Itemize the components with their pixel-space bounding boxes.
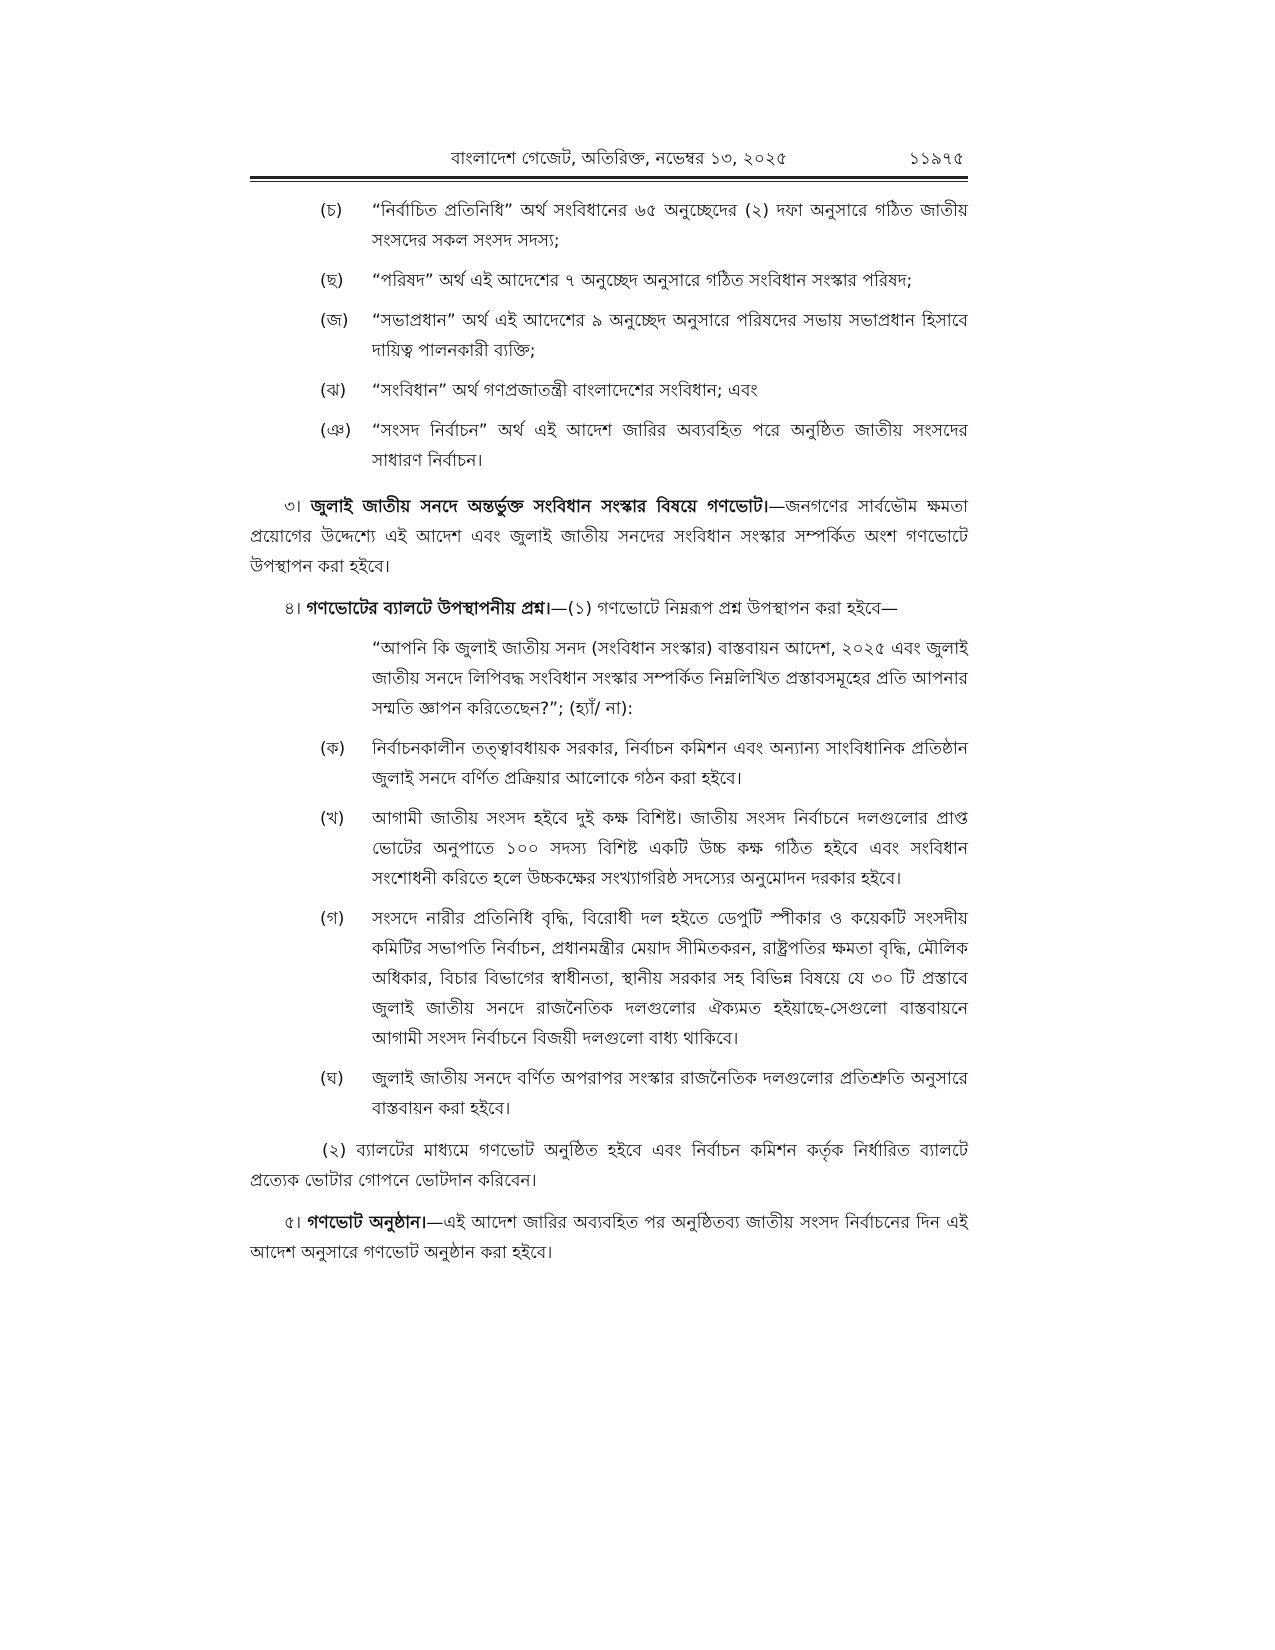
ballot-question: “আপনি কি জুলাই জাতীয় সনদ (সংবিধান সংস্কার) বাস্তবায়ন আদেশ, ২০২৫ এবং জুলাই জাতীয় সনদে লিপিবদ্ধ সংবিধান সংস্কার সম্পর্কিত নিম্নলিখিত প্রস্তাবসমূহের প্রতি আপনার সম্মতি জ্ঞাপন করিতেছেন?”; (হ্যাঁ/ না): — [372, 639, 968, 719]
item-label: (ঞ) — [320, 421, 352, 441]
item-text: “সংবিধান” অর্থ গণপ্রজাতন্ত্রী বাংলাদেশের সংবিধান; এবং — [372, 381, 758, 401]
section-4-subsection-2: (২) ব্যালটের মাধ্যমে গণভোট অনুষ্ঠিত হইবে এবং নির্বাচন কমিশন কর্তৃক নির্ধারিত ব্যালটে প্রত্যেক ভোটার গোপনে ভোটদান করিবেন। — [250, 1141, 968, 1191]
item-text: “নির্বাচিত প্রতিনিধি” অর্থ সংবিধানের ৬৫ অনুচ্ছেদের (২) দফা অনুসারে গঠিত জাতীয় সংসদের সকল সংসদ সদস্য; — [372, 201, 968, 251]
proposal-item — [250, 904, 968, 1054]
section-heading: জুলাই জাতীয় সনদে অন্তর্ভুক্ত সংবিধান সংস্কার বিষয়ে গণভোট। — [310, 497, 769, 517]
item-text: জুলাই জাতীয় সনদে বর্ণিত অপরাপর সংস্কার রাজনৈতিক দলগুলোর প্রতিশ্রুতি অনুসারে বাস্তবায়ন করা হইবে। — [372, 1069, 968, 1119]
section-5 — [250, 1208, 968, 1268]
item-text: নির্বাচনকালীন তত্ত্বাবধায়ক সরকার, নির্বাচন কমিশন এবং অন্যান্য সাংবিধানিক প্রতিষ্ঠান জুলাই সনদে বর্ণিত প্রক্রিয়ার আলোকে গঠন করা হইবে। — [372, 739, 968, 789]
item-label: (ছ) — [320, 271, 344, 291]
section-3 — [250, 492, 968, 582]
definition-item — [250, 306, 968, 366]
section-heading: গণভোট অনুষ্ঠান। — [307, 1213, 427, 1233]
header-rule-thin — [250, 181, 968, 182]
proposal-item — [250, 734, 968, 794]
item-text: “সভাপ্রধান” অর্থ এই আদেশের ৯ অনুচ্ছেদ অনুসারে পরিষদের সভায় সভাপ্রধান হিসাবে দায়িত্ব পালনকারী ব্যক্তি; — [372, 311, 968, 361]
item-label: (গ) — [320, 909, 345, 929]
gazette-page — [250, 148, 968, 1285]
section-number: ৩। — [284, 497, 302, 517]
item-label: (ঘ) — [320, 1069, 344, 1089]
section-number: ৫। — [284, 1213, 302, 1233]
item-text: সংসদে নারীর প্রতিনিধি বৃদ্ধি, বিরোধী দল হইতে ডেপুটি স্পীকার ও কয়েকটি সংসদীয় কমিটির সভাপতি নির্বাচন, প্রধানমন্ত্রীর মেয়াদ সীমিতকরন, রাষ্ট্রপতির ক্ষমতা বৃদ্ধি, মৌলিক অধিকার, বিচার বিভাগের স্বাধীনতা, স্থানীয় সরকার সহ বিভিন্ন বিষয়ে যে ৩০ টি প্রস্তাবে জুলাই জাতীয় সনদে রাজনৈতিক দলগুলোর ঐক্যমত হইয়াছে-সেগুলো বাস্তবায়নে আগামী সংসদ নির্বাচনে বিজয়ী দলগুলো বাধ্য থাকিবে। — [372, 909, 968, 1049]
item-text: “পরিষদ” অর্থ এই আদেশের ৭ অনুচ্ছেদ অনুসারে গঠিত সংবিধান সংস্কার পরিষদ; — [372, 271, 913, 291]
page-content — [250, 196, 968, 1268]
header-rule-thick — [250, 176, 968, 179]
item-label: (খ) — [320, 809, 345, 829]
definition-item — [250, 376, 968, 406]
proposal-item — [250, 804, 968, 894]
item-label: (ঝ) — [320, 381, 347, 401]
item-text: আগামী জাতীয় সংসদ হইবে দুই কক্ষ বিশিষ্ট। জাতীয় সংসদ নির্বাচনে দলগুলোর প্রাপ্ত ভোটের অনুপাতে ১০০ সদস্য বিশিষ্ট একটি উচ্চ কক্ষ গঠিত হইবে এবং সংবিধান সংশোধনী করিতে হলে উচ্চকক্ষের সংখ্যাগরিষ্ঠ সদস্যের অনুমোদন দরকার হইবে। — [372, 809, 968, 889]
section-heading: গণভোটের ব্যালটে উপস্থাপনীয় প্রশ্ন। — [306, 599, 551, 619]
page-number: ১১৯৭৫ — [908, 149, 964, 169]
item-text: “সংসদ নির্বাচন” অর্থ এই আদেশ জারির অব্যবহিত পরে অনুষ্ঠিত জাতীয় সংসদের সাধারণ নির্বাচন। — [372, 421, 968, 471]
item-label: (জ) — [320, 311, 349, 331]
item-label: (চ) — [320, 201, 343, 221]
item-label: (ক) — [320, 739, 346, 759]
proposal-item — [250, 1064, 968, 1124]
section-body: —জনগণের সার্বভৌম ক্ষমতা প্রয়োগের উদ্দেশ্যে এই আদেশ এবং জুলাই জাতীয় সনদের সংবিধান সংস্কার সম্পর্কিত অংশ গণভোটে উপস্থাপন করা হইবে। — [250, 497, 968, 577]
section-body: —(১) গণভোটে নিম্নরূপ প্রশ্ন উপস্থাপন করা হইবে— — [550, 599, 898, 619]
section-number: ৪। — [284, 599, 302, 619]
section-body: —এই আদেশ জারির অব্যবহিত পর অনুষ্ঠিতব্য জাতীয় সংসদ নির্বাচনের দিন এই আদেশ অনুসারে গণভোট অনুষ্ঠান করা হইবে। — [250, 1213, 969, 1263]
page-header — [250, 148, 968, 172]
definition-item — [250, 266, 968, 296]
section-4 — [250, 594, 968, 624]
definition-item — [250, 196, 968, 256]
gazette-title: বাংলাদেশ গেজেট, অতিরিক্ত, নভেম্বর ১৩, ২০২৫ — [450, 149, 788, 169]
definition-item — [250, 416, 968, 476]
